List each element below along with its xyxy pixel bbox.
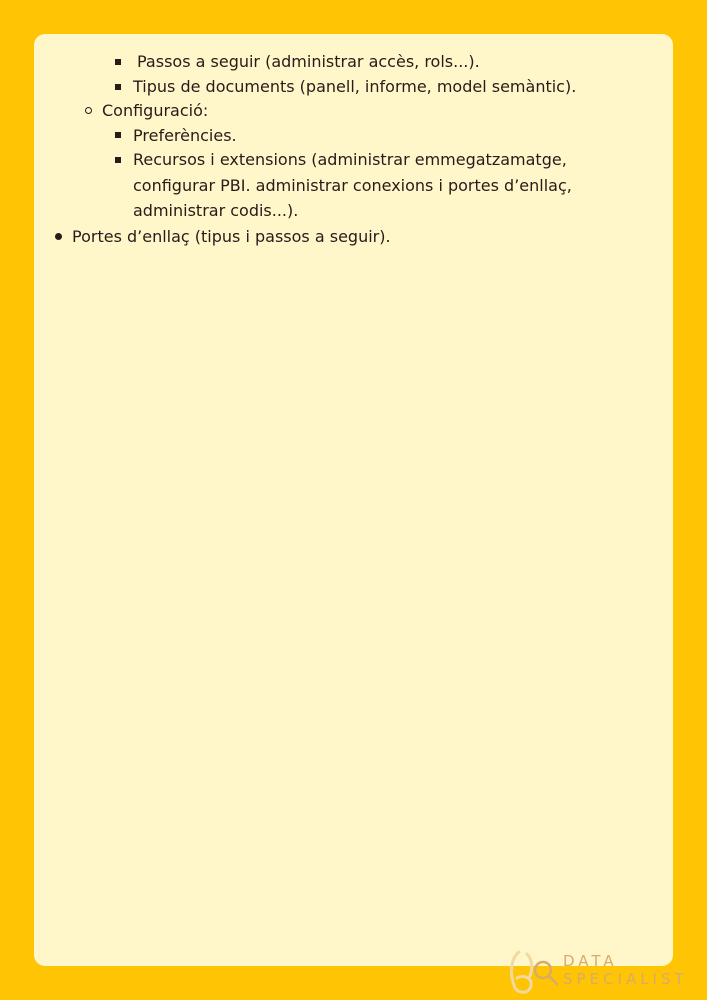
square-bullet-icon [115, 132, 121, 138]
list-item-configuration: Configuració: [102, 101, 209, 120]
disc-bullet-icon [55, 233, 62, 240]
logo-text-data: DATA [563, 952, 618, 970]
square-bullet-icon [115, 59, 121, 65]
list-item-resources-line1: Recursos i extensions (administrar emmegatzamatge, [133, 150, 567, 169]
list-item-document-types: Tipus de documents (panell, informe, model semàntic). [133, 77, 577, 96]
list-item-gateways: Portes d’enllaç (tipus i passos a seguir). [72, 227, 391, 246]
square-bullet-icon [115, 84, 121, 90]
data-specialist-logo [505, 944, 707, 1000]
square-bullet-icon [115, 157, 121, 163]
list-item-resources-line2: configurar PBI. administrar conexions i portes d’enllaç, [133, 176, 572, 195]
content-card [34, 34, 673, 966]
logo-mark-icon [505, 944, 565, 1000]
logo-text-specialist: SPECIALIST [563, 970, 688, 988]
list-item-resources-line3: administrar codis...). [133, 201, 299, 220]
list-item-steps: Passos a seguir (administrar accès, rols...). [137, 52, 480, 71]
circle-bullet-icon [85, 107, 92, 114]
list-item-preferences: Preferències. [133, 126, 237, 145]
